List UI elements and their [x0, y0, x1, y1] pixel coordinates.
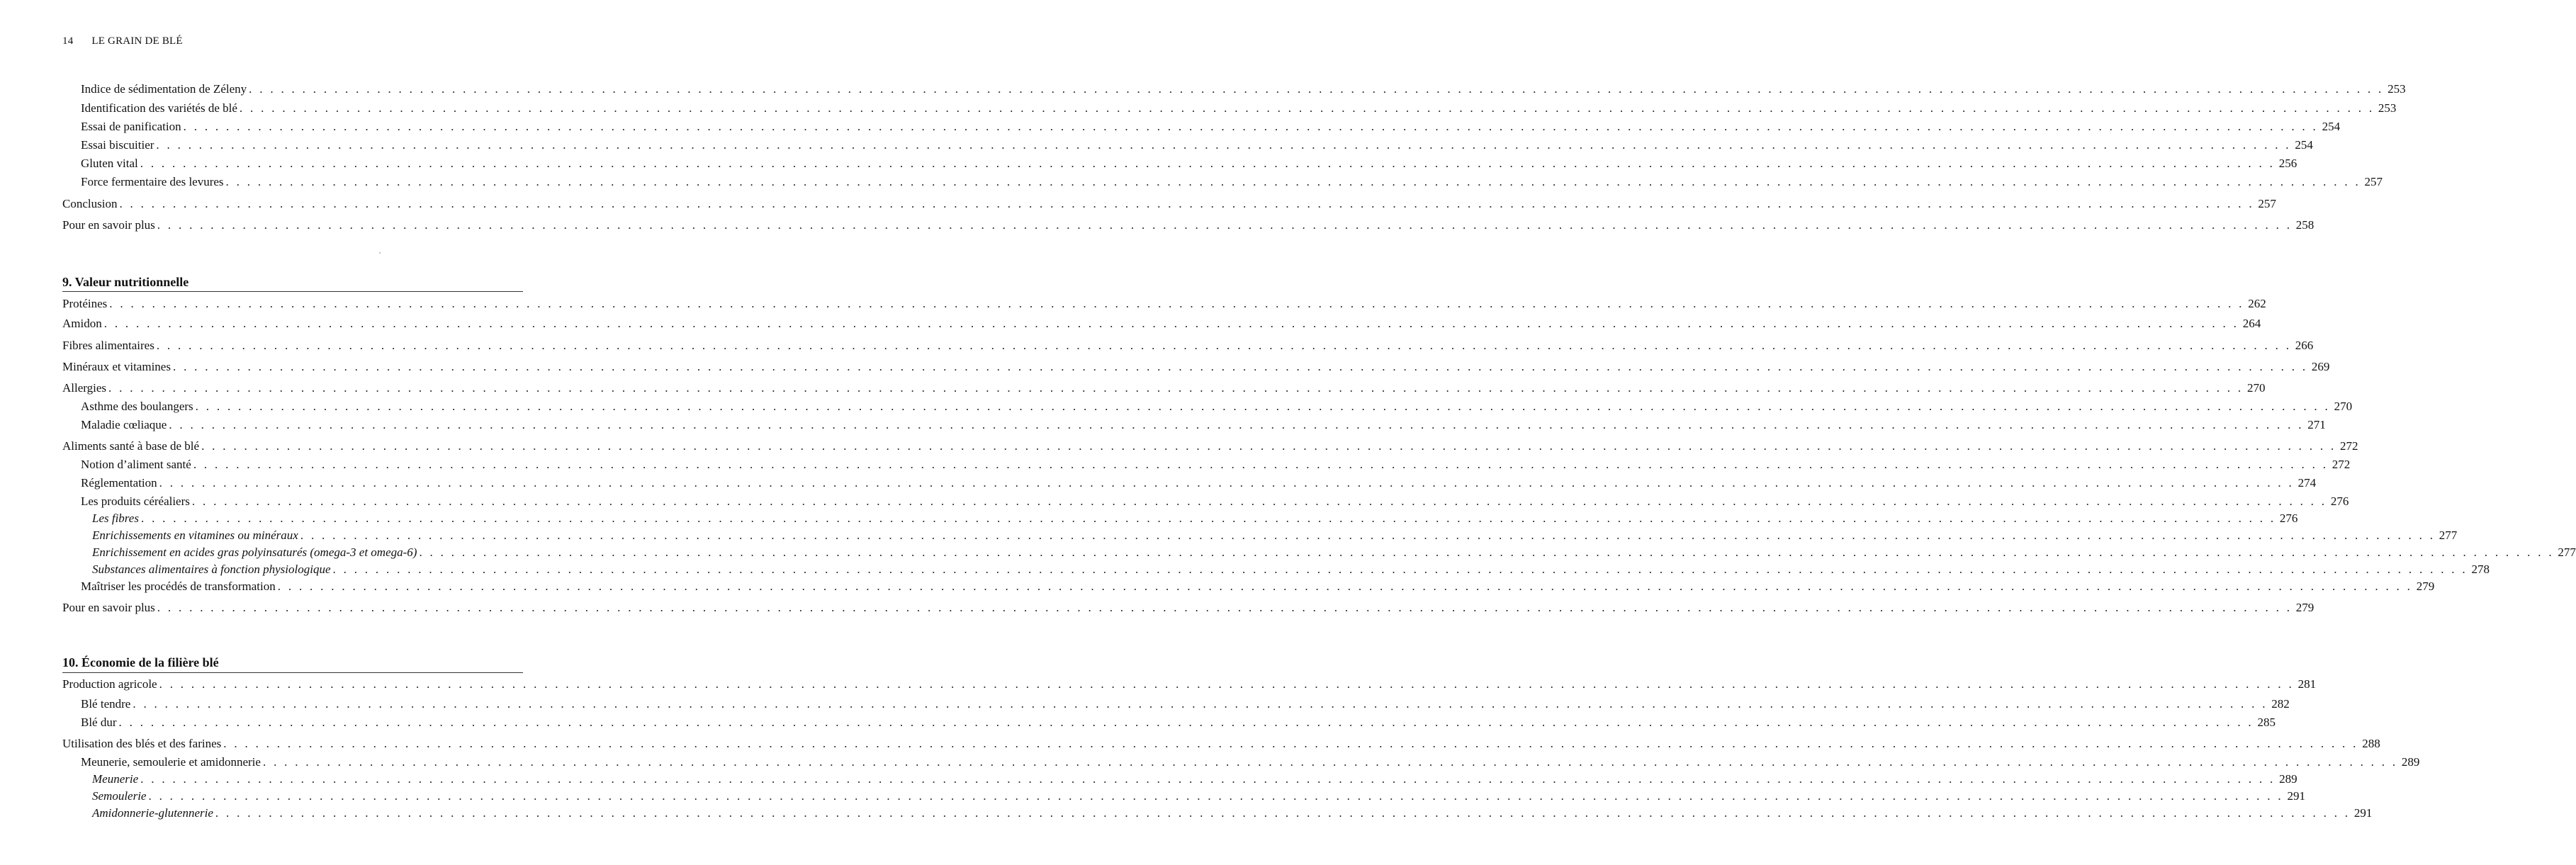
toc-entry [0, 157, 2297, 171]
toc-entry-label: Allergies [62, 381, 107, 395]
toc-entry-label: Aliments santé à base de blé [62, 439, 200, 453]
dot-leader: . . . . . . . . . . . . . . . . . . . . . . . . . . . . . . . . . . . . . . . . . . . . . . . . . . . . . . . . . . . . . . . . . . . . . . . . . . . . . . . . . . . . . . . . . . . . . . . . . . . . . . . . . . . . . . . . . . . . . . . . . . . . . . . . . . . . . . . . . . . . . . . . . . . . . . . . . . . . . . . . . . . . . . . . . . . . . . . . . . . . . . . . . . . . . . . . . . . . . . . . [159, 677, 2295, 691]
toc-entry [0, 101, 2397, 115]
toc-entry [0, 528, 2458, 543]
dot-leader: . . . . . . . . . . . . . . . . . . . . . . . . . . . . . . . . . . . . . . . . . . . . . . . . . . . . . . . . . . . . . . . . . . . . . . . . . . . . . . . . . . . . . . . . . . . . . . . . . . . . . . . . . . . . . . . . . . . . . . . . . . . . . . . . . . . . . . . . . . . . . . . . . . . . . . . . . . . . . . . . . . . . . . . . . . . . . . . . . . . . . . . . . . . . . . . . . . . . . . . . [103, 317, 2239, 330]
toc-entry-label: Meunerie, semoulerie et amidonnerie [81, 755, 261, 769]
toc-entry-label: Enrichissement en acides gras polyinsaturés (omega-3 et omega-6) [92, 545, 417, 559]
toc-entry [0, 580, 2435, 594]
toc-entry-label: Amidonnerie-glutennerie [92, 806, 213, 820]
toc-entry [0, 677, 2317, 691]
toc-entry-label: Gluten vital [81, 157, 138, 170]
toc-entry-label: Les produits céréaliers [81, 494, 190, 508]
toc-entry [0, 494, 2349, 509]
dot-leader: . . . . . . . . . . . . . . . . . . . . . . . . . . . . . . . . . . . . . . . . . . . . . . . . . . . . . . . . . . . . . . . . . . . . . . . . . . . . . . . . . . . . . . . . . . . . . . . . . . . . . . . . . . . . . . . . . . . . . . . . . . . . . . . . . . . . . . . . . . . . . . . . . . . . . . . . . . . . . . . . . . . . . . . . . . . . . . . . . . . . . . . . . . . . . . . . . . . . . . . . [249, 82, 2384, 96]
toc-entry-label: Enrichissements en vitamines ou minéraux [92, 528, 298, 542]
toc-entry [0, 175, 2383, 189]
chapter-rule [62, 672, 523, 673]
toc-entry-page: 276 [2330, 494, 2349, 508]
dot-leader: . . . . . . . . . . . . . . . . . . . . . . . . . . . . . . . . . . . . . . . . . . . . . . . . . . . . . . . . . . . . . . . . . . . . . . . . . . . . . . . . . . . . . . . . . . . . . . . . . . . . . . . . . . . . . . . . . . . . . . . . . . . . . . . . . . . . . . . . . . . . . . . . . . . . . . . . . . . . . . . . . . . . . . . . . . . . . . . . . . . . . . . . . . . . . . . . . . . . . . . . [108, 381, 2244, 395]
toc-entry [0, 697, 2290, 711]
dot-leader: . . . . . . . . . . . . . . . . . . . . . . . . . . . . . . . . . . . . . . . . . . . . . . . . . . . . . . . . . . . . . . . . . . . . . . . . . . . . . . . . . . . . . . . . . . . . . . . . . . . . . . . . . . . . . . . . . . . . . . . . . . . . . . . . . . . . . . . . . . . . . . . . . . . . . . . . . . . . . . . . . . . . . . . . . . . . . . . . . . . . . . . . . . . . . . . . . . . . . . . . [157, 601, 2293, 614]
chapter-rule [62, 291, 523, 292]
toc-entry-page: 281 [2297, 677, 2317, 691]
toc-entry-page: 277 [2439, 528, 2458, 542]
toc-entry-label: Blé tendre [81, 697, 131, 711]
toc-entry-page: 278 [2471, 562, 2490, 576]
dot-leader: . . . . . . . . . . . . . . . . . . . . . . . . . . . . . . . . . . . . . . . . . . . . . . . . . . . . . . . . . . . . . . . . . . . . . . . . . . . . . . . . . . . . . . . . . . . . . . . . . . . . . . . . . . . . . . . . . . . . . . . . . . . . . . . . . . . . . . . . . . . . . . . . . . . . . . . . . . . . . . . . . . . . . . . . . . . . . . . . . . . . . . . . . . . . . . . . . . . . . . . . [223, 737, 2358, 750]
toc-entry-page: 266 [2295, 339, 2314, 352]
toc-entry [0, 120, 2341, 134]
toc-entry [0, 197, 2276, 211]
toc-entry-label: Conclusion [62, 197, 118, 210]
chapter10-title: 10. Économie de la filière blé [62, 655, 219, 669]
dot-leader: . . . . . . . . . . . . . . . . . . . . . . . . . . . . . . . . . . . . . . . . . . . . . . . . . . . . . . . . . . . . . . . . . . . . . . . . . . . . . . . . . . . . . . . . . . . . . . . . . . . . . . . . . . . . . . . . . . . . . . . . . . . . . . . . . . . . . . . . . . . . . . . . . . . . . . . . . . . . . . . . . . . . . . . . . . . . . . . . . . . . . . . . . . . . . . . . . . . . . . . . [262, 755, 2398, 769]
toc-entry-label: Fibres alimentaires [62, 339, 154, 352]
toc-entry-label: Production agricole [62, 677, 157, 691]
toc-entry [0, 400, 2353, 414]
toc-entry-label: Protéines [62, 297, 108, 310]
toc-entry [0, 297, 2266, 311]
dot-leader: . . . . . . . . . . . . . . . . . . . . . . . . . . . . . . . . . . . . . . . . . . . . . . . . . . . . . . . . . . . . . . . . . . . . . . . . . . . . . . . . . . . . . . . . . . . . . . . . . . . . . . . . . . . . . . . . . . . . . . . . . . . . . . . . . . . . . . . . . . . . . . . . . . . . . . . . . . . . . . . . . . . . . . . . . . . . . . . . . . . . . . . . . . . . . . . . . . . . . . . . [193, 458, 2329, 471]
toc-entry-page: 270 [2334, 400, 2353, 413]
book-title: LE GRAIN DE BLÉ [91, 35, 183, 47]
toc-entry-page: 279 [2416, 580, 2435, 593]
toc-entry-page: 279 [2295, 601, 2315, 614]
dot-leader: . . . . . . . . . . . . . . . . . . . . . . . . . . . . . . . . . . . . . . . . . . . . . . . . . . . . . . . . . . . . . . . . . . . . . . . . . . . . . . . . . . . . . . . . . . . . . . . . . . . . . . . . . . . . . . . . . . . . . . . . . . . . . . . . . . . . . . . . . . . . . . . . . . . . . . . . . . . . . . . . . . . . . . . . . . . . . . . . . . . . . . . . . . . . . . . . . . . . . . . . [159, 476, 2295, 490]
toc-entry-page: 285 [2257, 716, 2276, 729]
dot-leader: . . . . . . . . . . . . . . . . . . . . . . . . . . . . . . . . . . . . . . . . . . . . . . . . . . . . . . . . . . . . . . . . . . . . . . . . . . . . . . . . . . . . . . . . . . . . . . . . . . . . . . . . . . . . . . . . . . . . . . . . . . . . . . . . . . . . . . . . . . . . . . . . . . . . . . . . . . . . . . . . . . . . . . . . . . . . . . . . . . . . . . . . . . . . . . . . . . . . . . . . [195, 400, 2331, 413]
toc-entry-page: 257 [2364, 175, 2383, 188]
dot-leader: . . . . . . . . . . . . . . . . . . . . . . . . . . . . . . . . . . . . . . . . . . . . . . . . . . . . . . . . . . . . . . . . . . . . . . . . . . . . . . . . . . . . . . . . . . . . . . . . . . . . . . . . . . . . . . . . . . . . . . . . . . . . . . . . . . . . . . . . . . . . . . . . . . . . . . . . . . . . . . . . . . . . . . . . . . . . . . . . . . . . . . . . . . . . . . . . . . . . . . . . [215, 806, 2351, 820]
toc-entry [0, 716, 2276, 730]
toc-entry [0, 806, 2373, 820]
dot-leader: . . . . . . . . . . . . . . . . . . . . . . . . . . . . . . . . . . . . . . . . . . . . . . . . . . . . . . . . . . . . . . . . . . . . . . . . . . . . . . . . . . . . . . . . . . . . . . . . . . . . . . . . . . . . . . . . . . . . . . . . . . . . . . . . . . . . . . . . . . . . . . . . . . . . . . . . . . . . . . . . . . . . . . . . . . . . . . . . . . . . . . . . . . . . . . . . . . . . . . . . [277, 580, 2413, 593]
dot-leader: . . . . . . . . . . . . . . . . . . . . . . . . . . . . . . . . . . . . . . . . . . . . . . . . . . . . . . . . . . . . . . . . . . . . . . . . . . . . . . . . . . . . . . . . . . . . . . . . . . . . . . . . . . . . . . . . . . . . . . . . . . . . . . . . . . . . . . . . . . . . . . . . . . . . . . . . . . . . . . . . . . . . . . . . . . . . . . . . . . . . . . . . . . . . . . . . . . . . . . . . [109, 297, 2244, 310]
toc-entry-label: Utilisation des blés et des farines [62, 737, 222, 750]
toc-entry-label: Identification des variétés de blé [81, 101, 237, 115]
toc-entry-label: Asthme des boulangers [81, 400, 193, 413]
toc-entry-label: Semoulerie [92, 789, 147, 803]
toc-entry-page: 254 [2295, 138, 2313, 152]
toc-entry-page: 256 [2278, 157, 2297, 170]
dot-leader: . . . . . . . . . . . . . . . . . . . . . . . . . . . . . . . . . . . . . . . . . . . . . . . . . . . . . . . . . . . . . . . . . . . . . . . . . . . . . . . . . . . . . . . . . . . . . . . . . . . . . . . . . . . . . . . . . . . . . . . . . . . . . . . . . . . . . . . . . . . . . . . . . . . . . . . . . . . . . . . . . . . . . . . . . . . . . . . . . . . . . . . . . . . . . . . . . . . . . . . . [119, 197, 2254, 210]
toc-entry-label: Force fermentaire des levures [81, 175, 224, 188]
dot-leader: . . . . . . . . . . . . . . . . . . . . . . . . . . . . . . . . . . . . . . . . . . . . . . . . . . . . . . . . . . . . . . . . . . . . . . . . . . . . . . . . . . . . . . . . . . . . . . . . . . . . . . . . . . . . . . . . . . . . . . . . . . . . . . . . . . . . . . . . . . . . . . . . . . . . . . . . . . . . . . . . . . . . . . . . . . . . . . . . . . . . . . . . . . . . . . . . . . . . . . . . [169, 418, 2304, 431]
toc-entry-label: Amidon [62, 317, 102, 330]
toc-entry [0, 360, 2330, 374]
toc-entry [0, 458, 2351, 472]
toc-entry [0, 562, 2490, 577]
chapter9-title: 9. Valeur nutritionnelle [62, 275, 189, 289]
toc-entry [0, 601, 2315, 615]
toc-entry-page: 291 [2353, 806, 2373, 820]
toc-entry-label: Indice de sédimentation de Zéleny [81, 82, 247, 96]
toc-entry [0, 381, 2266, 395]
toc-entry-page: 253 [2378, 101, 2397, 115]
dot-leader: . . . . . . . . . . . . . . . . . . . . . . . . . . . . . . . . . . . . . . . . . . . . . . . . . . . . . . . . . . . . . . . . . . . . . . . . . . . . . . . . . . . . . . . . . . . . . . . . . . . . . . . . . . . . . . . . . . . . . . . . . . . . . . . . . . . . . . . . . . . . . . . . . . . . . . . . . . . . . . . . . . . . . . . . . . . . . . . . . . . . . . . . . . . . . . . . . . . . . . . . [140, 772, 2276, 786]
toc-entry-page: 258 [2295, 218, 2315, 232]
dot-leader: . . . . . . . . . . . . . . . . . . . . . . . . . . . . . . . . . . . . . . . . . . . . . . . . . . . . . . . . . . . . . . . . . . . . . . . . . . . . . . . . . . . . . . . . . . . . . . . . . . . . . . . . . . . . . . . . . . . . . . . . . . . . . . . . . . . . . . . . . . . . . . . . . . . . . . . . . . . . . . . . . . . . . . . . . . . . . . . . . . . . . . . . . . . . . . . . . . . . . . . . [183, 120, 2319, 133]
dot-leader: . . . . . . . . . . . . . . . . . . . . . . . . . . . . . . . . . . . . . . . . . . . . . . . . . . . . . . . . . . . . . . . . . . . . . . . . . . . . . . . . . . . . . . . . . . . . . . . . . . . . . . . . . . . . . . . . . . . . . . . . . . . . . . . . . . . . . . . . . . . . . . . . . . . . . . . . . . . . . . . . . . . . . . . . . . . . . . . . . . . . . . . . . . . . . . . . . . . . . . . . [156, 138, 2291, 152]
toc-entry [0, 476, 2317, 490]
toc-entry-page: 272 [2340, 439, 2358, 453]
toc-entry-page: 291 [2287, 789, 2305, 803]
dot-leader: . . . . . . . . . . . . . . . . . . . . . . . . . . . . . . . . . . . . . . . . . . . . . . . . . . . . . . . . . . . . . . . . . . . . . . . . . . . . . . . . . . . . . . . . . . . . . . . . . . . . . . . . . . . . . . . . . . . . . . . . . . . . . . . . . . . . . . . . . . . . . . . . . . . . . . . . . . . . . . . . . . . . . . . . . . . . . . . . . . . . . . . . . . . . . . . . . . . . . . . . [239, 101, 2375, 115]
toc-entry-page: 254 [2322, 120, 2341, 133]
toc-entry-page: 288 [2362, 737, 2380, 750]
toc-entry-label: Réglementation [81, 476, 157, 490]
toc-entry [0, 138, 2313, 152]
toc-entry [0, 789, 2305, 803]
toc-entry [0, 82, 2406, 96]
dot-leader: . . . . . . . . . . . . . . . . . . . . . . . . . . . . . . . . . . . . . . . . . . . . . . . . . . . . . . . . . . . . . . . . . . . . . . . . . . . . . . . . . . . . . . . . . . . . . . . . . . . . . . . . . . . . . . . . . . . . . . . . . . . . . . . . . . . . . . . . . . . . . . . . . . . . . . . . . . . . . . . . . . . . . . . . . . . . . . . . . . . . . . . . . . . . . . . . . . . . . . . . [148, 789, 2283, 803]
dot-leader: . . . . . . . . . . . . . . . . . . . . . . . . . . . . . . . . . . . . . . . . . . . . . . . . . . . . . . . . . . . . . . . . . . . . . . . . . . . . . . . . . . . . . . . . . . . . . . . . . . . . . . . . . . . . . . . . . . . . . . . . . . . . . . . . . . . . . . . . . . . . . . . . . . . . . . . . . . . . . . . . . . . . . . . . . . . . . . . . . . . . . . . . . . . . . . . . . . . . . . . . [300, 528, 2436, 542]
dot-leader: . . . . . . . . . . . . . . . . . . . . . . . . . . . . . . . . . . . . . . . . . . . . . . . . . . . . . . . . . . . . . . . . . . . . . . . . . . . . . . . . . . . . . . . . . . . . . . . . . . . . . . . . . . . . . . . . . . . . . . . . . . . . . . . . . . . . . . . . . . . . . . . . . . . . . . . . . . . . . . . . . . . . . . . . . . . . . . . . . . . . . . . . . . . . . . . . . . . . . . . . [156, 339, 2292, 352]
dot-leader: . . . . . . . . . . . . . . . . . . . . . . . . . . . . . . . . . . . . . . . . . . . . . . . . . . . . . . . . . . . . . . . . . . . . . . . . . . . . . . . . . . . . . . . . . . . . . . . . . . . . . . . . . . . . . . . . . . . . . . . . . . . . . . . . . . . . . . . . . . . . . . . . . . . . . . . . . . . . . . . . . . . . . . . . . . . . . . . . . . . . . . . . . . . . . . . . . . . . . . . . [225, 175, 2361, 188]
dot-leader: . . . . . . . . . . . . . . . . . . . . . . . . . . . . . . . . . . . . . . . . . . . . . . . . . . . . . . . . . . . . . . . . . . . . . . . . . . . . . . . . . . . . . . . . . . . . . . . . . . . . . . . . . . . . . . . . . . . . . . . . . . . . . . . . . . . . . . . . . . . . . . . . . . . . . . . . . . . . . . . . . . . . . . . . . . . . . . . . . . . . . . . . . . . . . . . . . . . . . . . . [133, 697, 2268, 711]
dot-leader: . . . . . . . . . . . . . . . . . . . . . . . . . . . . . . . . . . . . . . . . . . . . . . . . . . . . . . . . . . . . . . . . . . . . . . . . . . . . . . . . . . . . . . . . . . . . . . . . . . . . . . . . . . . . . . . . . . . . . . . . . . . . . . . . . . . . . . . . . . . . . . . . . . . . . . . . . . . . . . . . . . . . . . . . . . . . . . . . . . . . . . . . . . . . . . . . . . . . . . . . [332, 562, 2468, 576]
page-number: 14 [62, 35, 74, 47]
toc-entry [0, 511, 2298, 526]
toc-entry-page: 269 [2311, 360, 2330, 373]
toc-entry-page: 289 [2279, 772, 2297, 786]
toc-entry-label: Pour en savoir plus [62, 601, 155, 614]
toc-entry-label: Maladie cœliaque [81, 418, 167, 431]
toc-entry-page: 272 [2332, 458, 2351, 471]
toc-entry-label: Maîtriser les procédés de transformation [81, 580, 276, 593]
dot-leader: . . . . . . . . . . . . . . . . . . . . . . . . . . . . . . . . . . . . . . . . . . . . . . . . . . . . . . . . . . . . . . . . . . . . . . . . . . . . . . . . . . . . . . . . . . . . . . . . . . . . . . . . . . . . . . . . . . . . . . . . . . . . . . . . . . . . . . . . . . . . . . . . . . . . . . . . . . . . . . . . . . . . . . . . . . . . . . . . . . . . . . . . . . . . . . . . . . . . . . . . [140, 157, 2276, 170]
toc-entry [0, 772, 2297, 786]
toc-entry-page: 274 [2297, 476, 2317, 490]
toc-entry [0, 439, 2358, 453]
toc-entry-label: Notion d’aliment santé [81, 458, 191, 471]
toc-entry-page: 276 [2279, 511, 2298, 525]
dot-leader: . . . . . . . . . . . . . . . . . . . . . . . . . . . . . . . . . . . . . . . . . . . . . . . . . . . . . . . . . . . . . . . . . . . . . . . . . . . . . . . . . . . . . . . . . . . . . . . . . . . . . . . . . . . . . . . . . . . . . . . . . . . . . . . . . . . . . . . . . . . . . . . . . . . . . . . . . . . . . . . . . . . . . . . . . . . . . . . . . . . . . . . . . . . . . . . . . . . . . . . . [140, 511, 2276, 525]
toc-entry-page: 253 [2387, 82, 2406, 96]
dot-leader: . . . . . . . . . . . . . . . . . . . . . . . . . . . . . . . . . . . . . . . . . . . . . . . . . . . . . . . . . . . . . . . . . . . . . . . . . . . . . . . . . . . . . . . . . . . . . . . . . . . . . . . . . . . . . . . . . . . . . . . . . . . . . . . . . . . . . . . . . . . . . . . . . . . . . . . . . . . . . . . . . . . . . . . . . . . . . . . . . . . . . . . . . . . . . . . . . . . . . . . . [172, 360, 2308, 373]
toc-entry-page: 262 [2248, 297, 2266, 310]
toc-entry-label: Minéraux et vitamines [62, 360, 171, 373]
toc-entry-label: Essai biscuitier [81, 138, 154, 152]
toc-entry-label: Blé dur [81, 716, 117, 729]
toc-entry [0, 339, 2314, 353]
toc-entry-page: 271 [2307, 418, 2326, 431]
toc-entry-page: 264 [2242, 317, 2261, 330]
dot-leader: . . . . . . . . . . . . . . . . . . . . . . . . . . . . . . . . . . . . . . . . . . . . . . . . . . . . . . . . . . . . . . . . . . . . . . . . . . . . . . . . . . . . . . . . . . . . . . . . . . . . . . . . . . . . . . . . . . . . . . . . . . . . . . . . . . . . . . . . . . . . . . . . . . . . . . . . . . . . . . . . . . . . . . . . . . . . . . . . . . . . . . . . . . . . . . . . . . . . . . . . [191, 494, 2327, 508]
running-header [62, 35, 183, 47]
toc-entry-label: Substances alimentaires à fonction physiologique [92, 562, 331, 576]
toc-entry [0, 317, 2261, 331]
dot-leader: . . . . . . . . . . . . . . . . . . . . . . . . . . . . . . . . . . . . . . . . . . . . . . . . . . . . . . . . . . . . . . . . . . . . . . . . . . . . . . . . . . . . . . . . . . . . . . . . . . . . . . . . . . . . . . . . . . . . . . . . . . . . . . . . . . . . . . . . . . . . . . . . . . . . . . . . . . . . . . . . . . . . . . . . . . . . . . . . . . . . . . . . . . . . . . . . . . . . . . . . [157, 218, 2293, 232]
toc-entry-label: Essai de panification [81, 120, 181, 133]
toc-entry [0, 545, 2576, 560]
scan-speck [379, 252, 381, 254]
toc-entry-page: 289 [2401, 755, 2420, 769]
toc-entry [0, 737, 2380, 751]
dot-leader: . . . . . . . . . . . . . . . . . . . . . . . . . . . . . . . . . . . . . . . . . . . . . . . . . . . . . . . . . . . . . . . . . . . . . . . . . . . . . . . . . . . . . . . . . . . . . . . . . . . . . . . . . . . . . . . . . . . . . . . . . . . . . . . . . . . . . . . . . . . . . . . . . . . . . . . . . . . . . . . . . . . . . . . . . . . . . . . . . . . . . . . . . . . . . . . . . . . . . . . . [118, 716, 2254, 729]
toc-entry-page: 257 [2258, 197, 2276, 210]
toc-entry [0, 418, 2326, 432]
toc-entry-page: 270 [2246, 381, 2266, 395]
toc-entry-page: 277 [2558, 545, 2576, 559]
toc-entry [0, 755, 2420, 769]
toc-entry-label: Les fibres [92, 511, 139, 525]
toc-entry-label: Pour en savoir plus [62, 218, 155, 232]
dot-leader: . . . . . . . . . . . . . . . . . . . . . . . . . . . . . . . . . . . . . . . . . . . . . . . . . . . . . . . . . . . . . . . . . . . . . . . . . . . . . . . . . . . . . . . . . . . . . . . . . . . . . . . . . . . . . . . . . . . . . . . . . . . . . . . . . . . . . . . . . . . . . . . . . . . . . . . . . . . . . . . . . . . . . . . . . . . . . . . . . . . . . . . . . . . . . . . . . . . . . . . . [419, 545, 2554, 559]
dot-leader: . . . . . . . . . . . . . . . . . . . . . . . . . . . . . . . . . . . . . . . . . . . . . . . . . . . . . . . . . . . . . . . . . . . . . . . . . . . . . . . . . . . . . . . . . . . . . . . . . . . . . . . . . . . . . . . . . . . . . . . . . . . . . . . . . . . . . . . . . . . . . . . . . . . . . . . . . . . . . . . . . . . . . . . . . . . . . . . . . . . . . . . . . . . . . . . . . . . . . . . . [201, 439, 2336, 453]
toc-entry-label: Meunerie [92, 772, 139, 786]
toc-entry-page: 282 [2271, 697, 2290, 711]
toc-entry [0, 218, 2315, 232]
